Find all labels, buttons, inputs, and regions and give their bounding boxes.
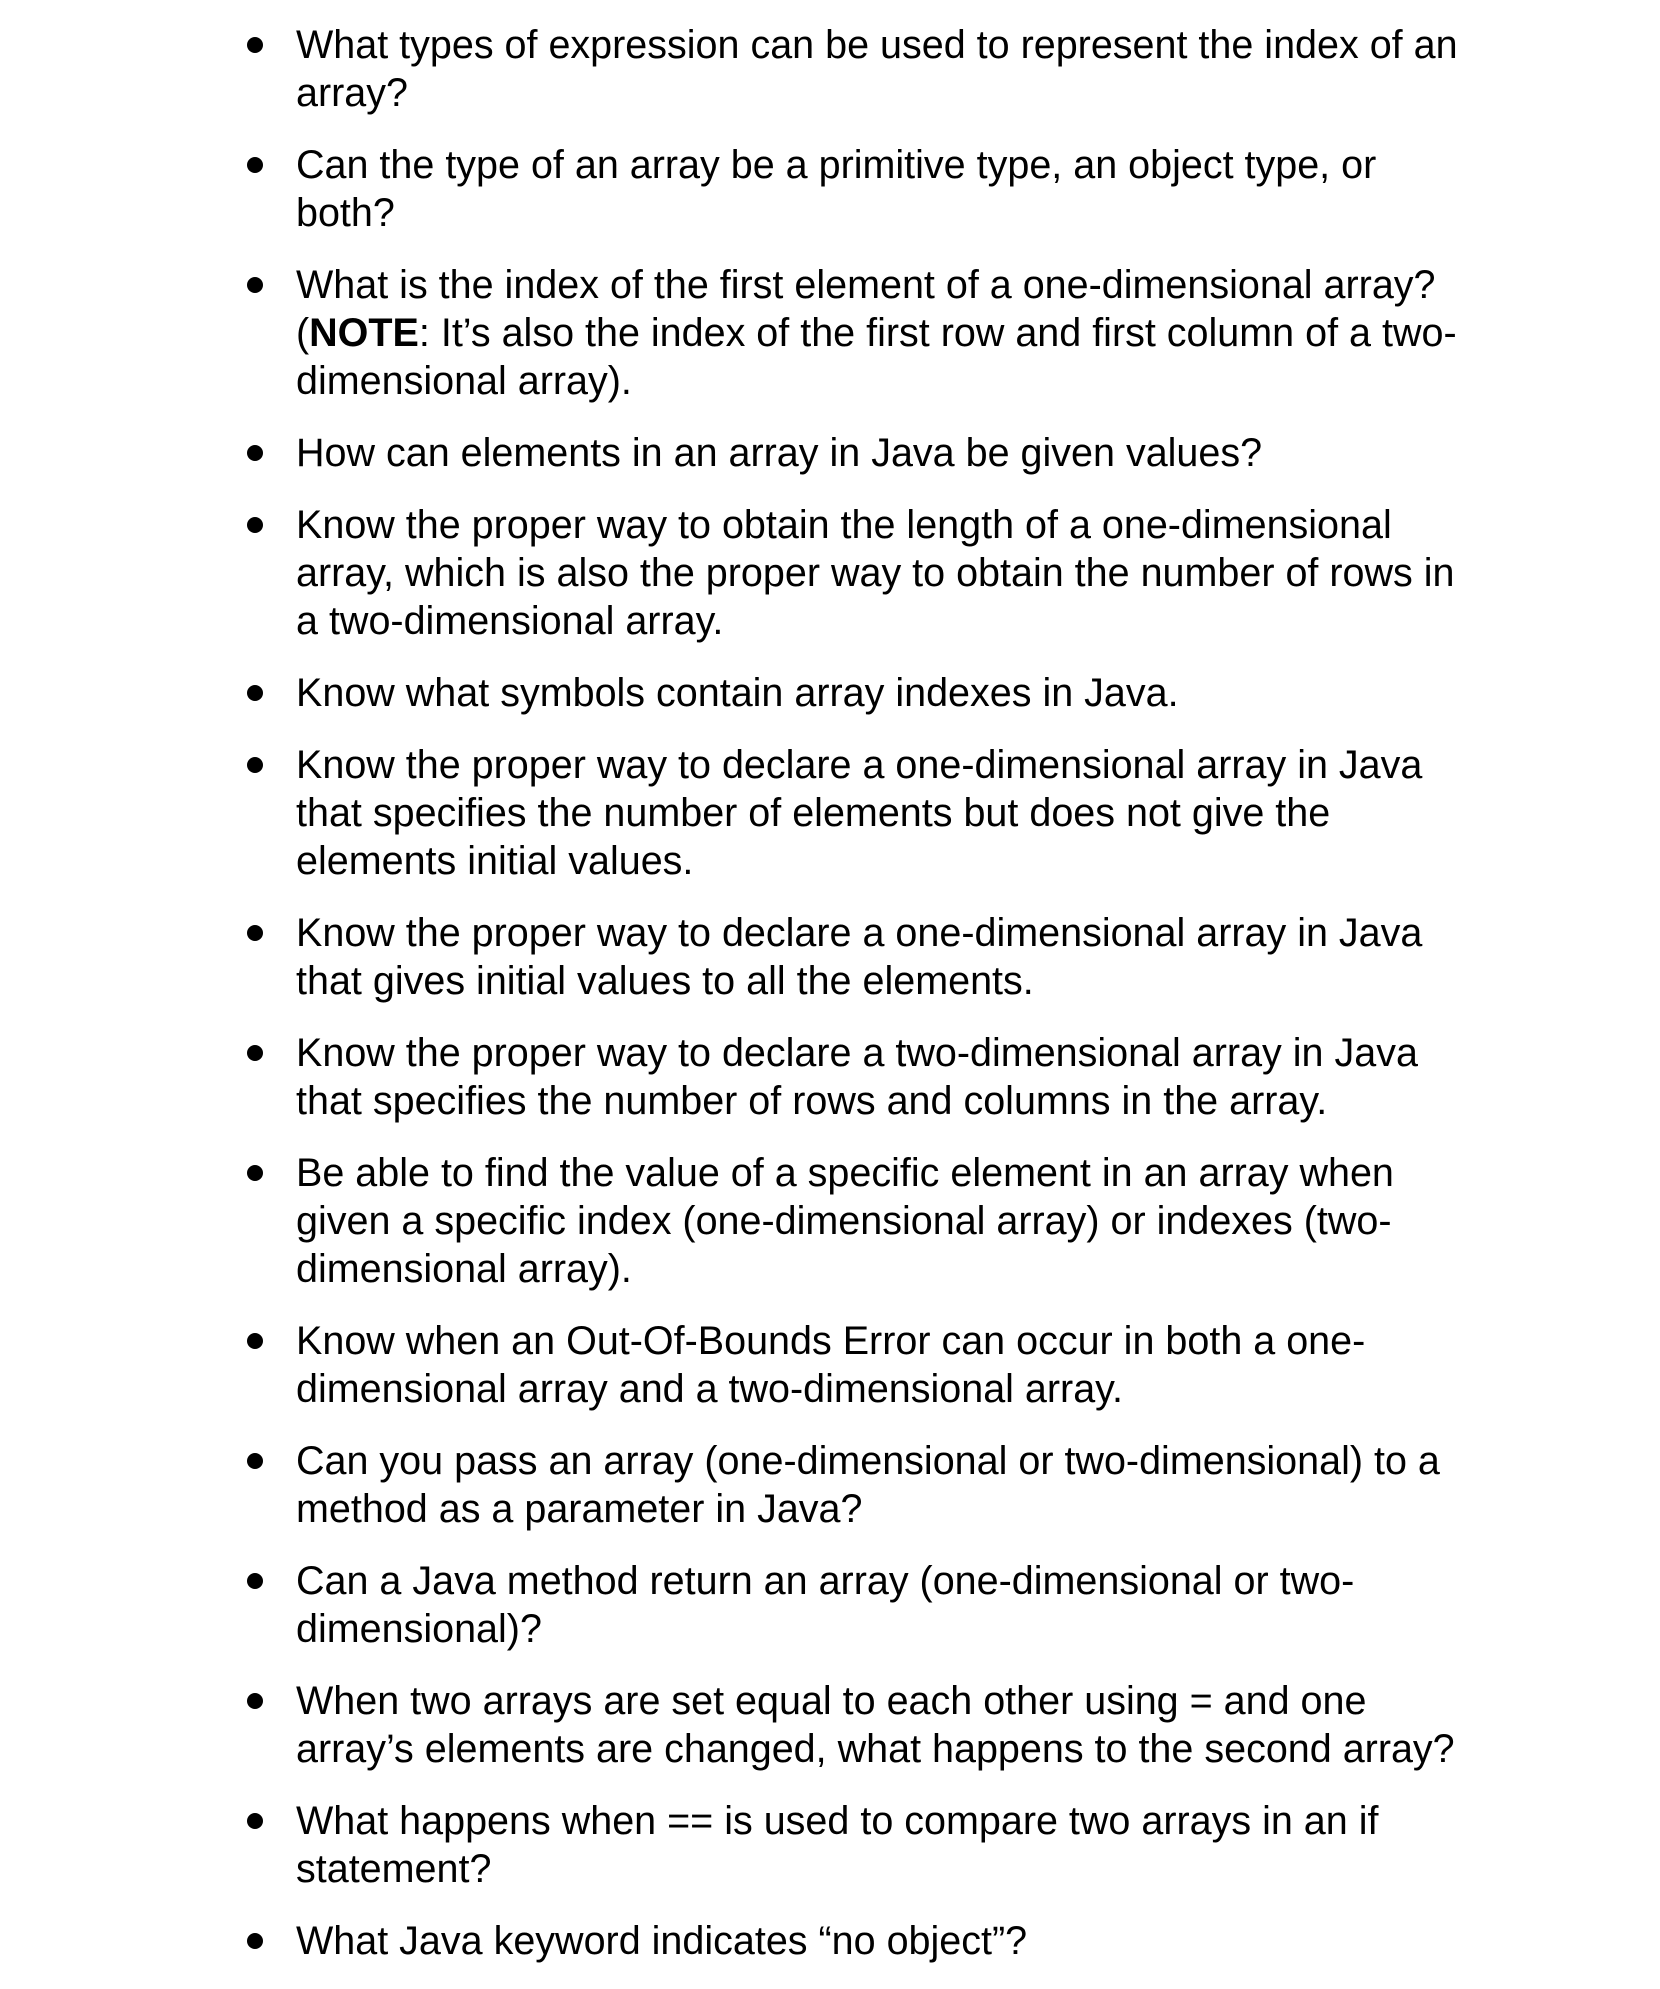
bullet-icon [247, 1333, 263, 1349]
list-item [0, 1917, 1486, 1965]
note-label: NOTE [309, 311, 419, 355]
list-item [0, 261, 1486, 405]
bullet-icon [247, 517, 263, 533]
bullet-icon [247, 1165, 263, 1181]
bullet-icon [247, 925, 263, 941]
bullet-icon [247, 1045, 263, 1061]
bullet-icon [247, 757, 263, 773]
list-item [0, 1029, 1486, 1125]
list-item [0, 21, 1486, 117]
item-text: Know the proper way to declare a one-dimensional array in Java that gives initial values to all the elements. [296, 911, 1423, 1003]
item-text: Can a Java method return an array (one-dimensional or two-dimensional)? [296, 1559, 1355, 1651]
item-text: When two arrays are set equal to each other using = and one array’s elements are changed, what happens to the second array? [296, 1679, 1455, 1771]
bullet-icon [247, 1813, 263, 1829]
list-item [0, 429, 1486, 477]
bullet-icon [247, 37, 263, 53]
item-text: What is the index of the first element of a one-dimensional array? [296, 263, 1436, 307]
item-text: What types of expression can be used to represent the index of an array? [296, 23, 1458, 115]
bullet-icon [247, 1693, 263, 1709]
list-item [0, 501, 1486, 645]
list-item [0, 1149, 1486, 1293]
list-item [0, 741, 1486, 885]
item-text: What happens when == is used to compare two arrays in an if statement? [296, 1799, 1379, 1891]
bullet-icon [247, 277, 263, 293]
bullet-icon [247, 1453, 263, 1469]
note-open: ( [296, 311, 310, 355]
item-text: What Java keyword indicates “no object”? [296, 1919, 1028, 1963]
list-item [0, 141, 1486, 237]
item-text: Know when an Out-Of-Bounds Error can occur in both a one-dimensional array and a two-dimensional array. [296, 1319, 1366, 1411]
question-list [0, 21, 1660, 1989]
list-item [0, 909, 1486, 1005]
item-text: Know the proper way to obtain the length of a one-dimensional array, which is also the proper way to obtain the number of rows in a two-dimensional array. [296, 503, 1455, 643]
item-text: Know the proper way to declare a one-dimensional array in Java that specifies the number of elements but does not give the elements initial values. [296, 743, 1423, 883]
list-item [0, 1437, 1486, 1533]
list-item [0, 669, 1486, 717]
note-text: : It’s also the index of the first row and first column of a two-dimensional array). [296, 311, 1457, 403]
list-item [0, 1797, 1486, 1893]
bullet-icon [247, 445, 263, 461]
item-text: Know what symbols contain array indexes in Java. [296, 671, 1179, 715]
bullet-icon [247, 685, 263, 701]
bullet-icon [247, 1933, 263, 1949]
list-item [0, 1677, 1486, 1773]
item-text: Know the proper way to declare a two-dimensional array in Java that specifies the number of rows and columns in the array. [296, 1031, 1418, 1123]
item-text: Can the type of an array be a primitive type, an object type, or both? [296, 143, 1377, 235]
list-item [0, 1317, 1486, 1413]
item-text: Be able to find the value of a specific element in an array when given a specific index (one-dimensional array) or indexes (two-dimensional array). [296, 1151, 1394, 1291]
item-text: Can you pass an array (one-dimensional or two-dimensional) to a method as a parameter in Java? [296, 1439, 1440, 1531]
bullet-icon [247, 1573, 263, 1589]
list-item [0, 1557, 1486, 1653]
item-text: How can elements in an array in Java be given values? [296, 431, 1263, 475]
bullet-icon [247, 157, 263, 173]
